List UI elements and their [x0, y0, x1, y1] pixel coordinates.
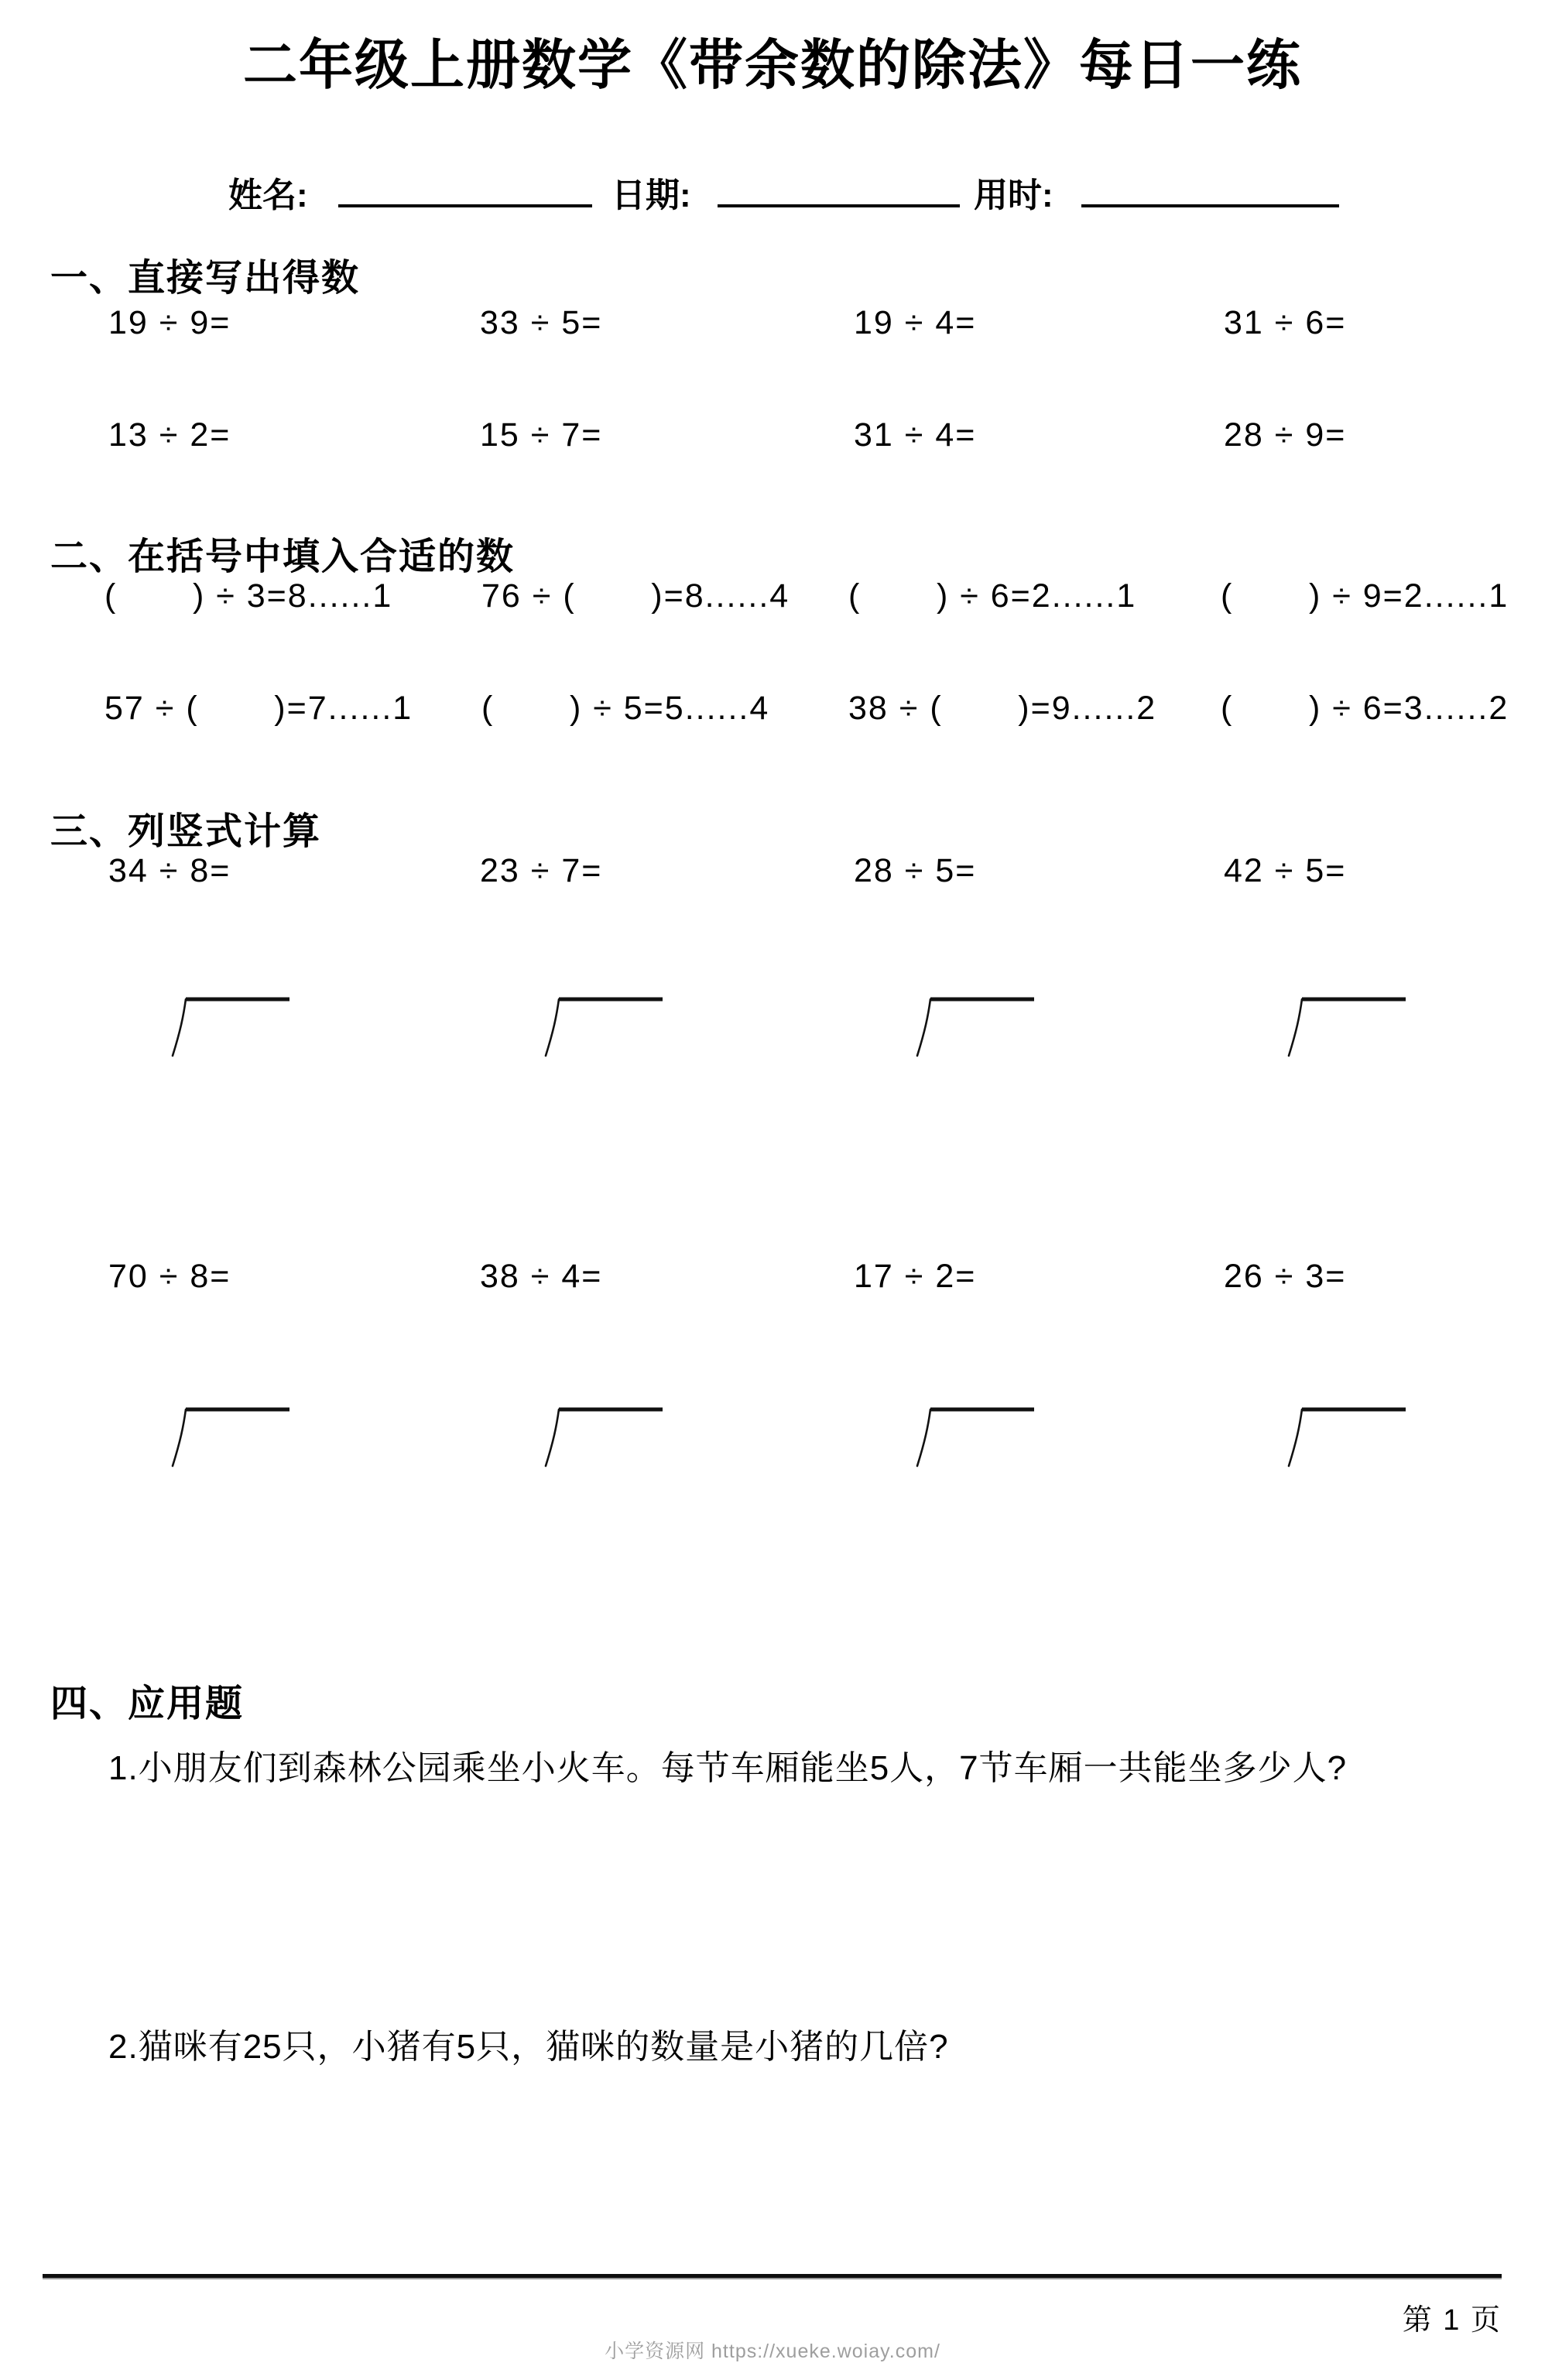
problem: 26 ÷ 3= — [1224, 1258, 1347, 1295]
problem: 76 ÷ ( )=8......4 — [481, 577, 790, 615]
problem: 70 ÷ 8= — [108, 1258, 231, 1295]
problem: 15 ÷ 7= — [480, 416, 603, 454]
problem: 23 ÷ 7= — [480, 852, 603, 889]
time-blank-line — [1081, 166, 1339, 207]
long-division-bracket — [1262, 1406, 1409, 1477]
problem: 38 ÷ 4= — [480, 1258, 603, 1295]
problem: 19 ÷ 4= — [854, 304, 977, 341]
long-division-bracket — [519, 995, 666, 1067]
section3-heading: 三、列竖式计算 — [50, 811, 322, 852]
long-division-bracket — [890, 995, 1037, 1067]
page-number: 第 1 页 — [1402, 2304, 1502, 2337]
long-division-bracket — [519, 1406, 666, 1477]
problem: 17 ÷ 2= — [854, 1258, 977, 1295]
date-blank-line — [718, 166, 960, 207]
footer-divider — [43, 2274, 1502, 2279]
name-label: 姓名: — [228, 176, 308, 214]
problem: 19 ÷ 9= — [108, 304, 231, 341]
section1-heading: 一、直接写出得数 — [50, 258, 361, 299]
problem: 42 ÷ 5= — [1224, 852, 1347, 889]
problem: 33 ÷ 5= — [480, 304, 603, 341]
problem: 38 ÷ ( )=9......2 — [848, 690, 1157, 727]
section4-heading: 四、应用题 — [50, 1683, 245, 1724]
date-label: 日期: — [611, 176, 691, 214]
long-division-bracket — [146, 1406, 293, 1477]
problem: 13 ÷ 2= — [108, 416, 231, 454]
problem: 31 ÷ 4= — [854, 416, 977, 454]
time-label: 用时: — [974, 176, 1053, 214]
problem: ( ) ÷ 9=2......1 — [1221, 577, 1509, 615]
worksheet-title: 二年级上册数学《带余数的除法》每日一练 — [243, 35, 1302, 95]
problem: ( ) ÷ 3=8......1 — [104, 577, 393, 615]
name-blank-line — [338, 166, 592, 207]
problem: 34 ÷ 8= — [108, 852, 231, 889]
problem: 28 ÷ 5= — [854, 852, 977, 889]
long-division-bracket — [146, 995, 293, 1067]
word-problem-1: 1.小朋友们到森林公园乘坐小火车。每节车厢能坐5人，7节车厢一共能坐多少人? — [108, 1749, 1348, 1787]
problem: ( ) ÷ 6=2......1 — [848, 577, 1137, 615]
source-watermark: 小学资源网 https://xueke.woiay.com/ — [605, 2341, 940, 2362]
word-problem-2: 2.猫咪有25只，小猪有5只，猫咪的数量是小猪的几倍? — [108, 2028, 949, 2066]
problem: ( ) ÷ 5=5......4 — [481, 690, 770, 727]
long-division-bracket — [1262, 995, 1409, 1067]
long-division-bracket — [890, 1406, 1037, 1477]
problem: 31 ÷ 6= — [1224, 304, 1347, 341]
section2-heading: 二、在括号中填入合适的数 — [50, 536, 516, 577]
problem: 57 ÷ ( )=7......1 — [104, 690, 413, 727]
problem: ( ) ÷ 6=3......2 — [1221, 690, 1509, 727]
problem: 28 ÷ 9= — [1224, 416, 1347, 454]
